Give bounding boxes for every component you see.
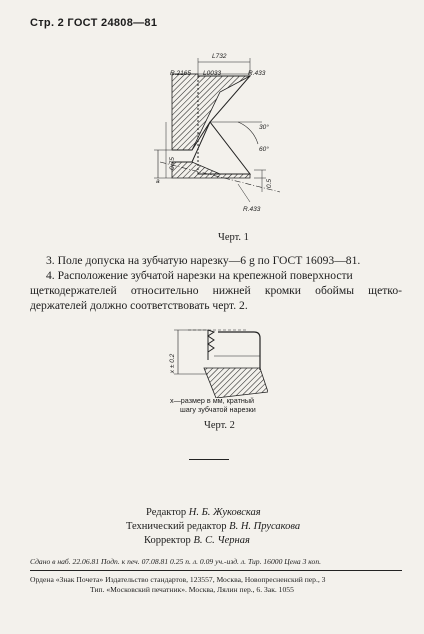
upper-section bbox=[172, 74, 250, 150]
body-text bbox=[30, 253, 402, 313]
figure1-caption: Черт. 1 bbox=[218, 232, 249, 243]
dim-height-05: 0.5 bbox=[266, 178, 274, 189]
dim-height-075: 0.75 bbox=[168, 157, 176, 170]
corrector-name: В. С. Черная bbox=[193, 535, 250, 546]
paragraph-3: 3. Поле допуска на зубчатую нарезку—6 g по ГОСТ 16093—81. bbox=[46, 254, 361, 267]
dim-mid: L0033 bbox=[203, 70, 222, 77]
dim-radius-bottom: R.433 bbox=[243, 206, 261, 213]
paragraph-4-line2: щеткодержателей относительно нижней кромки обоймы щетко- bbox=[30, 284, 402, 297]
paragraph-4-line3: держателей должно соответствовать черт. 2. bbox=[30, 299, 248, 312]
tech-editor-name: В. Н. Прусакова bbox=[229, 521, 301, 532]
figure2-caption: Черт. 2 bbox=[204, 420, 235, 431]
editor-name: Н. Б. Жуковская bbox=[188, 507, 261, 518]
dim-x: x ± 0.2 bbox=[169, 353, 177, 374]
tech-editor-role: Технический редактор bbox=[126, 521, 227, 532]
paragraph-4-line1: 4. Расположение зубчатой нарезки на крепежной поверхности bbox=[46, 269, 353, 282]
separator-rule bbox=[189, 459, 229, 460]
corrector-role: Корректор bbox=[144, 535, 191, 546]
thread-profile-drawing bbox=[150, 52, 290, 222]
editor-role: Редактор bbox=[146, 507, 187, 518]
imprint-line1: Сдано в наб. 22.06.81 Подп. к печ. 07.08.81 0.25 п. л. 0.09 уч.-изд. л. Тир. 16000 Цена 3 коп. bbox=[30, 557, 322, 566]
imprint-line3: Тип. «Московский печатник». Москва, Лялин пер., 6. Зак. 1055 bbox=[90, 585, 294, 594]
tech-editor-line bbox=[126, 521, 300, 532]
dim-angle-30: 30° bbox=[259, 124, 269, 131]
corrector-line bbox=[144, 535, 250, 546]
dim-letter-a: a bbox=[156, 178, 160, 185]
dim-angle-60: 60° bbox=[259, 146, 269, 153]
imprint-rule bbox=[30, 570, 402, 571]
figure2-note-line1: x—размер в мм, кратный bbox=[170, 396, 255, 405]
imprint-line2: Ордена «Знак Почета» Издательство стандартов, 123557, Москва, Новопресненский пер., 3 bbox=[30, 575, 326, 584]
lower-section bbox=[172, 162, 250, 178]
holder-body bbox=[204, 368, 268, 398]
dim-radius-top: R.433 bbox=[248, 70, 266, 77]
figure2-note-line2: шагу зубчатой нарезки bbox=[180, 405, 256, 414]
page-header: Стр. 2 ГОСТ 24808—81 bbox=[30, 17, 158, 29]
dim-left-radius: R.2165 bbox=[170, 70, 191, 77]
holder-edge-drawing bbox=[168, 322, 268, 398]
editor-line bbox=[146, 507, 261, 518]
dim-total: L732 bbox=[212, 53, 227, 60]
